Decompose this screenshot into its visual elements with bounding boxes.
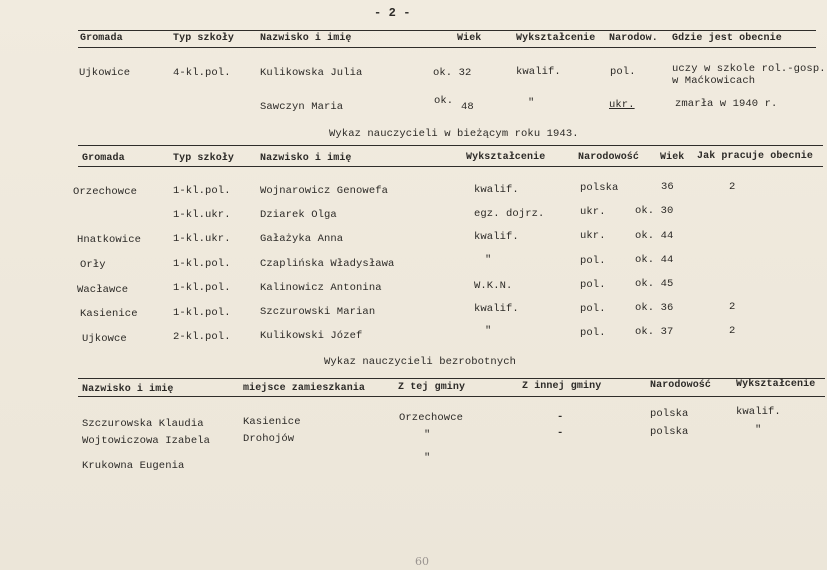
t2-r1-jak: 2 — [729, 181, 736, 193]
t2-r6-jak: 2 — [729, 301, 736, 313]
table1-header-rule — [78, 47, 816, 48]
t2-r7-gromada: Ujkowce — [82, 333, 127, 345]
table2-header-rule — [78, 166, 823, 167]
t2-header-typ: Typ szkoły — [173, 153, 235, 164]
t2-r7-wyksz: " — [485, 325, 492, 337]
t2-r1-wiek: 36 — [661, 181, 674, 193]
t2-r7-jak: 2 — [729, 325, 736, 337]
t3-r2-zinnej: - — [557, 427, 564, 439]
t2-r4-narod: pol. — [580, 255, 606, 267]
t2-r3-nazwisko: Gałażyka Anna — [260, 233, 344, 245]
table3-header-rule — [78, 396, 825, 397]
t2-r2-wyksz: egz. dojrz. — [474, 208, 545, 220]
t2-r3-wyksz: kwalif. — [474, 231, 519, 243]
t1-header-gromada: Gromada — [80, 33, 123, 44]
t2-r6-wyksz: kwalif. — [474, 303, 519, 315]
t2-r6-wiek: ok. 36 — [635, 302, 674, 314]
t2-r7-narod: pol. — [580, 327, 606, 339]
t3-header-wyksz: Wykształcenie — [736, 379, 816, 390]
t1-r2-wyksz: " — [528, 97, 535, 109]
t3-r1-miejsce: Kasienice — [243, 416, 301, 428]
t1-r2-wiek-ok: ok. — [434, 95, 454, 107]
t1-header-typ: Typ szkoły — [173, 33, 235, 44]
t2-r6-typ: 1-kl.pol. — [173, 307, 231, 319]
t1-header-nazwisko: Nazwisko i imię — [260, 33, 352, 44]
t3-r1-zinnej: - — [557, 411, 564, 423]
t1-r1-gdzie-1: uczy w szkole rol.-gosp. — [672, 63, 826, 75]
t2-r1-narod: polska — [580, 182, 619, 194]
t3-r1-wyksz: kwalif. — [736, 406, 781, 418]
t2-header-gromada: Gromada — [82, 153, 125, 164]
t2-header-wyksz: Wykształcenie — [466, 152, 546, 163]
t1-r1-gromada: Ujkowice — [79, 67, 131, 79]
t2-r5-typ: 1-kl.pol. — [173, 282, 231, 294]
t2-r3-narod: ukr. — [580, 230, 606, 242]
t1-header-narod: Narodow. — [609, 33, 658, 44]
t3-header-ztej: Z tej gminy — [398, 382, 466, 393]
t1-r2-wiek: 48 — [461, 101, 474, 113]
table3-top-rule — [78, 378, 825, 379]
t2-header-nazwisko: Nazwisko i imię — [260, 153, 352, 164]
section-title-current: Wykaz nauczycieli w bieżącym roku 1943. — [329, 128, 579, 140]
archive-page-number: 60 — [415, 555, 429, 568]
t3-header-nazwisko: Nazwisko i imię — [82, 384, 174, 395]
t3-r2-wyksz: " — [755, 424, 762, 436]
t2-r3-wiek: ok. 44 — [635, 230, 674, 242]
t1-r1-wiek: ok. 32 — [433, 67, 472, 79]
t2-r6-nazwisko: Szczurowski Marian — [260, 306, 376, 318]
t3-r2-nazwisko: Wojtowiczowa Izabela — [82, 435, 211, 447]
t1-r2-nazwisko: Sawczyn Maria — [260, 101, 344, 113]
t3-header-miejsce: miejsce zamieszkania — [243, 383, 366, 394]
t2-r2-nazwisko: Dziarek Olga — [260, 209, 337, 221]
t1-r2-narod: ukr. — [609, 99, 635, 111]
table1-top-rule — [78, 30, 816, 31]
t2-r5-gromada: Wacławce — [77, 284, 129, 296]
t1-r1-gdzie-2: w Maćkowicach — [672, 75, 756, 87]
t1-header-gdzie: Gdzie jest obecnie — [672, 33, 782, 44]
t2-header-narod: Narodowość — [578, 152, 640, 163]
t2-r4-wyksz: " — [485, 254, 492, 266]
t2-r7-typ: 2-kl.pol. — [173, 331, 231, 343]
t2-r1-gromada: Orzechowce — [73, 186, 138, 198]
t2-header-jak: Jak pracuje obecnie — [697, 151, 813, 162]
t3-r3-ztej: " — [424, 452, 431, 464]
t3-r2-miejsce: Drohojów — [243, 433, 295, 445]
t1-r1-nazwisko: Kulikowska Julia — [260, 67, 363, 79]
t2-r6-narod: pol. — [580, 303, 606, 315]
t1-r1-narod: pol. — [610, 66, 636, 78]
t3-r1-ztej: Orzechowce — [399, 412, 464, 424]
t1-header-wiek: Wiek — [457, 33, 482, 44]
t2-r3-typ: 1-kl.ukr. — [173, 233, 231, 245]
t3-r2-ztej: " — [424, 429, 431, 441]
t2-r7-nazwisko: Kulikowski Józef — [260, 330, 363, 342]
t1-header-wyksz: Wykształcenie — [516, 33, 596, 44]
table2-top-rule — [78, 145, 823, 146]
t1-r1-wyksz: kwalif. — [516, 66, 561, 78]
t2-header-wiek: Wiek — [660, 152, 685, 163]
t3-r2-narod: polska — [650, 426, 689, 438]
t2-r4-nazwisko: Czaplińska Władysława — [260, 258, 395, 270]
t2-r5-wyksz: W.K.N. — [474, 280, 513, 292]
t2-r2-typ: 1-kl.ukr. — [173, 209, 231, 221]
t1-r1-typ: 4-kl.pol. — [173, 67, 231, 79]
t3-header-zinnej: Z innej gminy — [522, 381, 602, 392]
t2-r7-wiek: ok. 37 — [635, 326, 674, 338]
page-number: - 2 - — [374, 6, 411, 20]
section-title-unemployed: Wykaz nauczycieli bezrobotnych — [324, 356, 517, 368]
t2-r1-wyksz: kwalif. — [474, 184, 519, 196]
t3-r1-nazwisko: Szczurowska Klaudia — [82, 418, 204, 430]
t2-r2-wiek: ok. 30 — [635, 205, 674, 217]
t2-r4-gromada: Orły — [80, 259, 106, 271]
t1-r2-gdzie-1: zmarła w 1940 r. — [675, 98, 778, 110]
t2-r5-narod: pol. — [580, 279, 606, 291]
t2-r2-narod: ukr. — [580, 206, 606, 218]
t3-header-narod: Narodowość — [650, 380, 712, 391]
t3-r1-narod: polska — [650, 408, 689, 420]
t3-r3-nazwisko: Krukowna Eugenia — [82, 460, 185, 472]
t2-r1-nazwisko: Wojnarowicz Genowefa — [260, 185, 389, 197]
t2-r4-wiek: ok. 44 — [635, 254, 674, 266]
t2-r5-nazwisko: Kalinowicz Antonina — [260, 282, 382, 294]
t2-r4-typ: 1-kl.pol. — [173, 258, 231, 270]
t2-r1-typ: 1-kl.pol. — [173, 185, 231, 197]
t2-r3-gromada: Hnatkowice — [77, 234, 142, 246]
t2-r6-gromada: Kasienice — [80, 308, 138, 320]
t2-r5-wiek: ok. 45 — [635, 278, 674, 290]
